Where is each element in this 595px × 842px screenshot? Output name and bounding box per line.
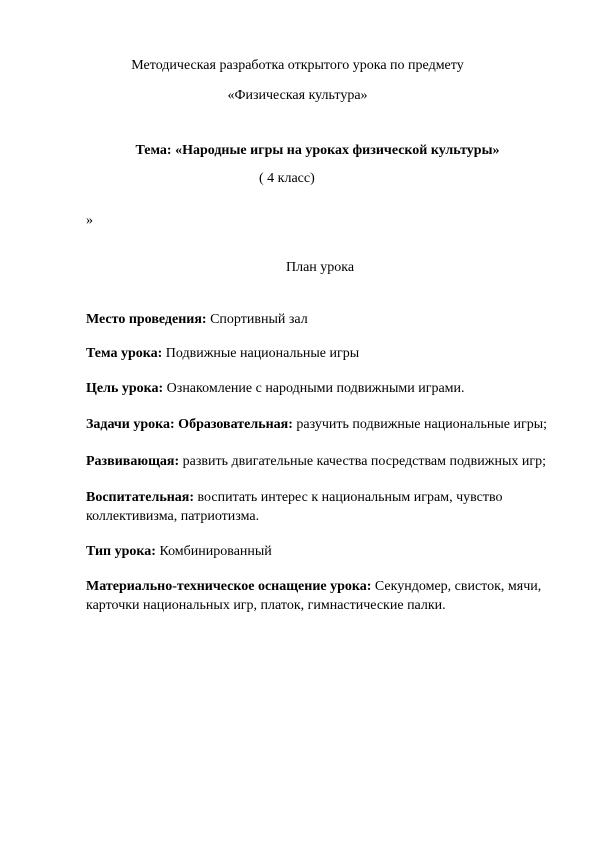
header-line-2: «Физическая культура» — [227, 88, 368, 103]
field-educational — [86, 490, 556, 525]
field-developing-value: развить двигательные качества посредствам подвижных игр; — [179, 454, 546, 469]
field-goal-label: Цель урока: — [86, 381, 164, 396]
field-educational-label: Воспитательная: — [86, 490, 195, 505]
field-equipment-label: Материально-техническое оснащение урока: — [86, 579, 372, 594]
field-tasks-value: разучить подвижные национальные игры; — [292, 417, 548, 432]
field-lesson-topic-value: Подвижные национальные игры — [162, 346, 360, 361]
field-lesson-topic — [86, 345, 556, 363]
field-tasks — [86, 416, 566, 434]
field-lesson-type — [86, 543, 556, 561]
lesson-topic-heading: Тема: «Народные игры на уроках физической культуры» — [135, 143, 500, 158]
field-goal — [86, 380, 556, 398]
header-line-1: Методическая разработка открытого урока по предмету — [131, 58, 464, 73]
field-educational-line-1 — [86, 490, 556, 506]
field-equipment-value-2: карточки национальных игр, платок, гимнастические палки. — [86, 598, 446, 613]
field-goal-value: Ознакомление с народными подвижными играми. — [163, 381, 465, 396]
field-lesson-topic-label: Тема урока: — [86, 346, 163, 361]
field-educational-value-2: коллективизма, патриотизма. — [86, 509, 260, 524]
field-venue — [86, 311, 556, 329]
field-developing — [86, 453, 566, 471]
grade-label: ( 4 класс) — [259, 171, 315, 186]
field-equipment-line-1 — [86, 579, 556, 595]
stray-quote-mark: » — [86, 213, 93, 228]
field-venue-value: Спортивный зал — [206, 312, 308, 327]
field-equipment — [86, 579, 556, 614]
field-equipment-value: Секундомер, свисток, мячи, — [371, 579, 542, 594]
field-developing-label: Развивающая: — [86, 454, 180, 469]
plan-title: План урока — [286, 260, 355, 275]
field-venue-label: Место проведения: — [86, 312, 207, 327]
field-lesson-type-label: Тип урока: — [86, 544, 156, 559]
field-educational-value: воспитать интерес к национальным играм, чувство — [194, 490, 503, 505]
field-tasks-label: Задачи урока: Образовательная: — [86, 417, 293, 432]
field-lesson-type-value: Комбинированный — [155, 544, 272, 559]
